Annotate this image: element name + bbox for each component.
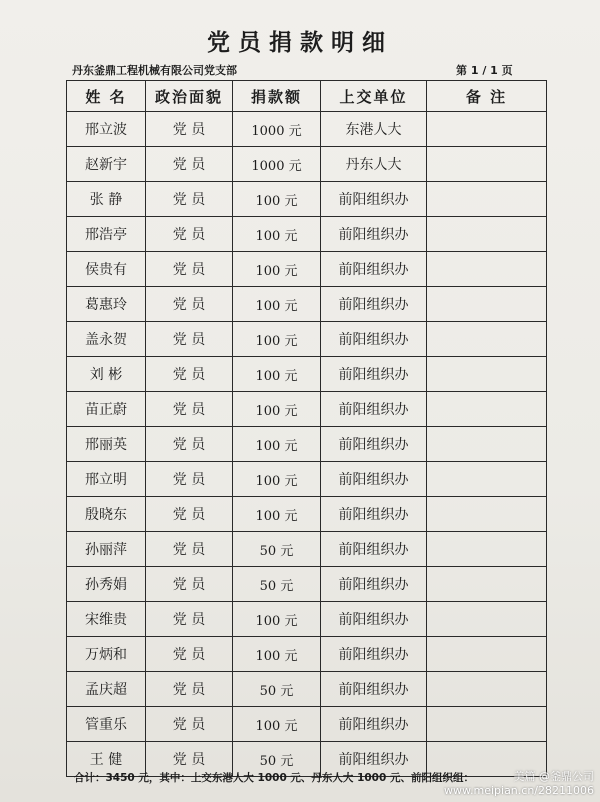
- table-row: [67, 427, 547, 462]
- cell-name: 邢丽英: [67, 427, 146, 462]
- cell-name: 万炳和: [67, 637, 146, 672]
- cell-note: [427, 252, 547, 287]
- cell-unit: 前阳组织办: [321, 497, 427, 532]
- organization-name: 丹东釜鼎工程机械有限公司党支部: [72, 64, 237, 77]
- cell-status: 党 员: [146, 707, 233, 742]
- cell-note: [427, 392, 547, 427]
- table-row: [67, 672, 547, 707]
- cell-status: 党 员: [146, 497, 233, 532]
- table-row: [67, 252, 547, 287]
- table-row: [67, 532, 547, 567]
- cell-name: 宋维贵: [67, 602, 146, 637]
- cell-status: 党 员: [146, 147, 233, 182]
- cell-note: [427, 147, 547, 182]
- cell-note: [427, 567, 547, 602]
- cell-name: 盖永贺: [67, 322, 146, 357]
- cell-name: 苗正蔚: [67, 392, 146, 427]
- cell-status: 党 员: [146, 182, 233, 217]
- table-row: [67, 147, 547, 182]
- table-row: [67, 462, 547, 497]
- header-note: 备 注: [427, 81, 547, 112]
- cell-unit: 前阳组织办: [321, 602, 427, 637]
- cell-unit: 前阳组织办: [321, 742, 427, 777]
- cell-amount: 50 元: [233, 567, 321, 602]
- cell-unit: 前阳组织办: [321, 462, 427, 497]
- cell-status: 党 员: [146, 567, 233, 602]
- cell-amount: 100 元: [233, 287, 321, 322]
- cell-name: 葛惠玲: [67, 287, 146, 322]
- cell-name: 张 静: [67, 182, 146, 217]
- cell-unit: 前阳组织办: [321, 287, 427, 322]
- cell-name: 王 健: [67, 742, 146, 777]
- cell-amount: 50 元: [233, 672, 321, 707]
- table-row: [67, 357, 547, 392]
- cell-name: 孙秀娟: [67, 567, 146, 602]
- cell-unit: 前阳组织办: [321, 217, 427, 252]
- cell-note: [427, 462, 547, 497]
- cell-unit: 前阳组织办: [321, 392, 427, 427]
- table-row: [67, 497, 547, 532]
- watermark-brand: 美篇 @釜鼎公司: [513, 770, 594, 783]
- cell-amount: 50 元: [233, 742, 321, 777]
- table-row: [67, 217, 547, 252]
- header-name: 姓 名: [67, 81, 146, 112]
- cell-status: 党 员: [146, 532, 233, 567]
- cell-status: 党 员: [146, 462, 233, 497]
- cell-note: [427, 287, 547, 322]
- cell-status: 党 员: [146, 287, 233, 322]
- cell-status: 党 员: [146, 112, 233, 147]
- cell-amount: 100 元: [233, 217, 321, 252]
- cell-name: 侯贵有: [67, 252, 146, 287]
- cell-name: 赵新宇: [67, 147, 146, 182]
- watermark-url: www.meipian.cn/28211006: [444, 784, 594, 797]
- table-row: [67, 602, 547, 637]
- cell-unit: 前阳组织办: [321, 532, 427, 567]
- cell-name: 殷晓东: [67, 497, 146, 532]
- cell-amount: 100 元: [233, 322, 321, 357]
- cell-amount: 50 元: [233, 532, 321, 567]
- table-row: [67, 567, 547, 602]
- cell-amount: 100 元: [233, 462, 321, 497]
- table-header-row: [67, 81, 547, 112]
- total-summary: 合计：3450 元，其中：上交东港人大 1000 元、丹东人大 1000 元、前阳组织组：: [74, 772, 474, 784]
- cell-note: [427, 532, 547, 567]
- page-number: 第 1 / 1 页: [456, 64, 513, 77]
- cell-status: 党 员: [146, 392, 233, 427]
- header-unit: 上交单位: [321, 81, 427, 112]
- cell-unit: 前阳组织办: [321, 567, 427, 602]
- cell-status: 党 员: [146, 322, 233, 357]
- donation-table: [66, 80, 547, 777]
- cell-amount: 100 元: [233, 252, 321, 287]
- cell-status: 党 员: [146, 217, 233, 252]
- table-row: [67, 112, 547, 147]
- cell-note: [427, 357, 547, 392]
- cell-note: [427, 217, 547, 252]
- cell-amount: 100 元: [233, 707, 321, 742]
- cell-note: [427, 602, 547, 637]
- cell-note: [427, 707, 547, 742]
- cell-status: 党 员: [146, 602, 233, 637]
- cell-unit: 前阳组织办: [321, 357, 427, 392]
- cell-amount: 100 元: [233, 357, 321, 392]
- cell-note: [427, 427, 547, 462]
- cell-amount: 1000 元: [233, 147, 321, 182]
- cell-unit: 前阳组织办: [321, 322, 427, 357]
- cell-name: 邢浩亭: [67, 217, 146, 252]
- cell-status: 党 员: [146, 427, 233, 462]
- table-row: [67, 637, 547, 672]
- cell-name: 邢立明: [67, 462, 146, 497]
- cell-note: [427, 112, 547, 147]
- cell-amount: 100 元: [233, 427, 321, 462]
- cell-unit: 丹东人大: [321, 147, 427, 182]
- cell-note: [427, 322, 547, 357]
- cell-status: 党 员: [146, 672, 233, 707]
- cell-amount: 100 元: [233, 602, 321, 637]
- cell-amount: 100 元: [233, 637, 321, 672]
- cell-status: 党 员: [146, 357, 233, 392]
- cell-note: [427, 182, 547, 217]
- cell-note: [427, 497, 547, 532]
- table-row: [67, 392, 547, 427]
- cell-amount: 1000 元: [233, 112, 321, 147]
- cell-unit: 前阳组织办: [321, 707, 427, 742]
- table-row: [67, 287, 547, 322]
- cell-name: 孙丽萍: [67, 532, 146, 567]
- header-amount: 捐款额: [233, 81, 321, 112]
- table-row: [67, 322, 547, 357]
- cell-amount: 100 元: [233, 392, 321, 427]
- cell-amount: 100 元: [233, 497, 321, 532]
- cell-status: 党 员: [146, 742, 233, 777]
- cell-amount: 100 元: [233, 182, 321, 217]
- cell-name: 孟庆超: [67, 672, 146, 707]
- cell-status: 党 员: [146, 252, 233, 287]
- cell-name: 管重乐: [67, 707, 146, 742]
- header-status: 政治面貌: [146, 81, 233, 112]
- table-row: [67, 707, 547, 742]
- cell-status: 党 员: [146, 637, 233, 672]
- cell-unit: 前阳组织办: [321, 637, 427, 672]
- cell-name: 邢立波: [67, 112, 146, 147]
- cell-note: [427, 637, 547, 672]
- cell-unit: 前阳组织办: [321, 252, 427, 287]
- cell-unit: 东港人大: [321, 112, 427, 147]
- cell-unit: 前阳组织办: [321, 182, 427, 217]
- cell-unit: 前阳组织办: [321, 672, 427, 707]
- cell-note: [427, 672, 547, 707]
- table-row: [67, 182, 547, 217]
- document-title: 党员捐款明细: [207, 30, 393, 56]
- cell-name: 刘 彬: [67, 357, 146, 392]
- cell-unit: 前阳组织办: [321, 427, 427, 462]
